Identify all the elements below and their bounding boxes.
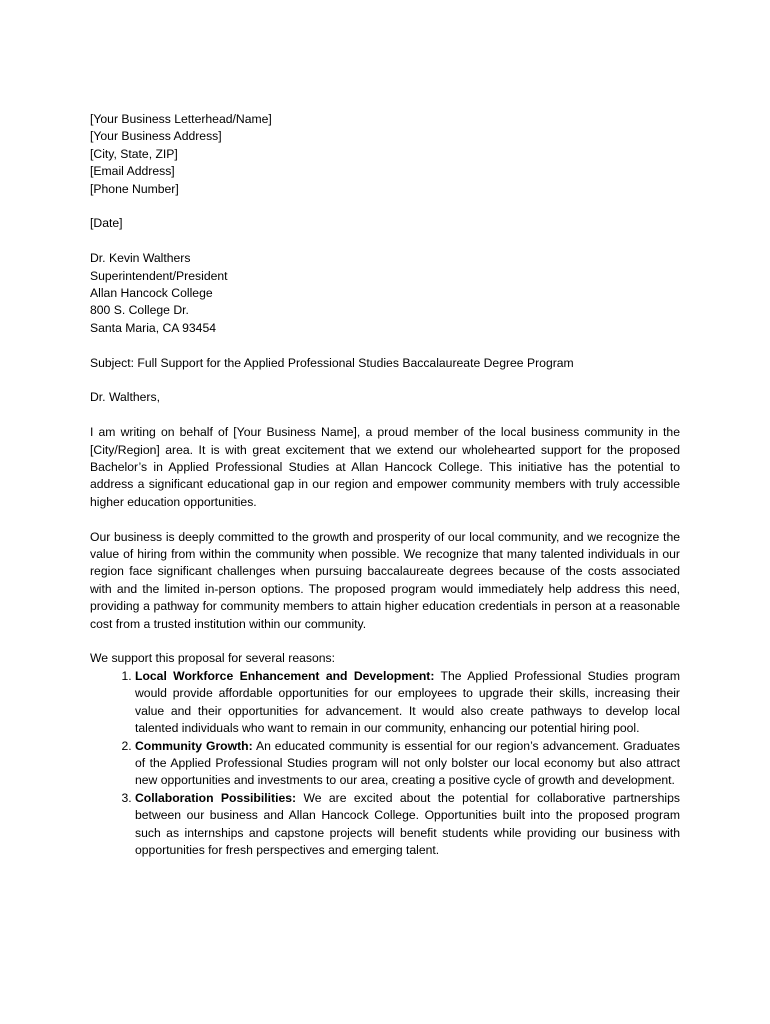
reason-text-2: An educated community is essential for our region’s advancement. Graduates of the Applied Professional Studies program will not only bolster our local economy but also attract new opportunities and investments to our area, creating a positive cycle of growth and development. — [135, 738, 680, 788]
body-paragraph-2: Our business is deeply committed to the growth and prosperity of our local community, and we recognize the value of hiring from within the community when possible. We recognize that many talented individuals in our region face significant challenges when pursuing baccalaureate degrees because of the costs associated with and the limited in-person options. The proposed program would immediately help address this need, providing a pathway for community members to attain higher education credentials in person at a reasonable cost from a trusted institution within our community. — [90, 529, 680, 631]
sender-email: [Email Address] — [90, 164, 175, 179]
reason-heading-2: Community Growth: — [135, 738, 253, 753]
reason-text-3: We are excited about the potential for collaborative partnerships between our business and Allan Hancock College. Opportunities built into the proposed program such as internships and capstone projects will benefit students while providing our business with opportunities for fresh perspectives and emerging talent. — [135, 790, 680, 857]
recipient-street: 800 S. College Dr. — [90, 303, 189, 318]
sender-phone: [Phone Number] — [90, 181, 179, 196]
sender-letterhead: [Your Business Letterhead/Name] — [90, 112, 272, 126]
reason-heading-1: Local Workforce Enhancement and Development: — [135, 668, 435, 683]
recipient-name: Dr. Kevin Walthers — [90, 251, 191, 266]
salutation: Dr. Walthers, — [90, 390, 160, 405]
recipient-title: Superintendent/President — [90, 268, 228, 283]
reason-text-1: The Applied Professional Studies program would provide affordable opportunities for our employees to upgrade their skills, increasing their value and their opportunities for advancement. It would also create pathways to develop local talented individuals who want to remain in our community, enhancing our potential hiring pool. — [135, 668, 680, 736]
letter-date: [Date] — [90, 216, 123, 231]
subject-line: Subject: Full Support for the Applied Professional Studies Baccalaureate Degree Program — [90, 355, 574, 370]
body-paragraph-1: I am writing on behalf of [Your Business Name], a proud member of the local business community in the [City/Region] area. It is with great excitement that we extend our wholehearted support for the proposed Bachelor’s in Applied Professional Studies at Allan Hancock College. This initiative has the potential to address a significant educational gap in our region and empower community members with truly accessible higher education opportunities. — [90, 425, 680, 509]
reason-item-2 — [135, 738, 680, 790]
recipient-organization: Allan Hancock College — [90, 286, 213, 301]
reasons-intro: We support this proposal for several reasons: — [90, 651, 335, 666]
reasons-list — [90, 668, 680, 859]
sender-city-state-zip: [City, State, ZIP] — [90, 146, 178, 161]
reason-item-1 — [135, 668, 680, 738]
reason-item-3 — [135, 790, 680, 860]
recipient-city-state-zip: Santa Maria, CA 93454 — [90, 320, 217, 335]
reason-heading-3: Collaboration Possibilities: — [135, 790, 297, 805]
sender-block — [90, 111, 680, 198]
recipient-block — [90, 250, 680, 337]
sender-address: [Your Business Address] — [90, 129, 222, 144]
